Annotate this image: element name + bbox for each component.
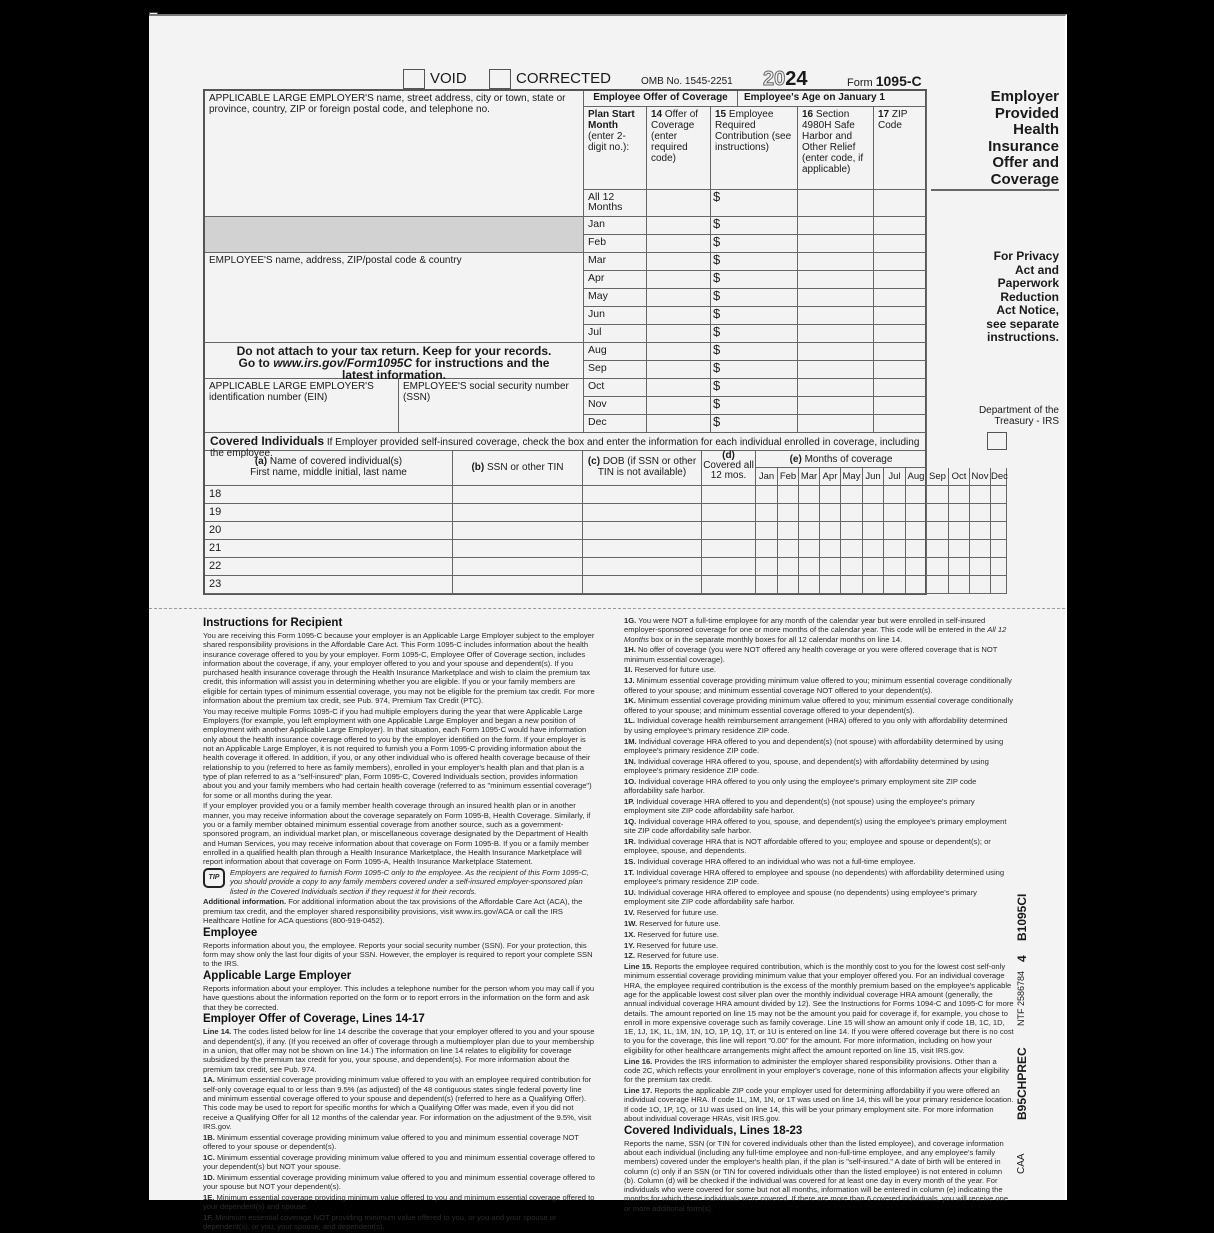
col15-field[interactable]	[711, 379, 798, 397]
coverage-month-header: Oct	[949, 468, 970, 486]
covered-all12-checkbox[interactable]	[702, 558, 756, 576]
self-insured-checkbox[interactable]	[987, 432, 1007, 450]
covered-ssn-field[interactable]	[453, 558, 583, 576]
col17-header: 17 ZIP Code	[874, 107, 927, 190]
col16-field[interactable]	[798, 379, 874, 397]
row-number: 19	[209, 506, 222, 518]
coverage-month-checkbox[interactable]	[799, 558, 820, 576]
text-line: Reduction	[1000, 289, 1059, 304]
coverage-month-checkbox[interactable]	[906, 558, 927, 576]
col15-field[interactable]	[711, 325, 798, 343]
code-entry: 1M. Individual coverage HRA offered to you and dependent(s) (not spouse) with affordability determined by using employee's primary residence ZIP code.	[624, 736, 1004, 755]
code-entry: 1T. Individual coverage HRA offered to employee and spouse (no dependents) with affordability determined using employee's primary residence ZIP code.	[624, 867, 1005, 887]
covered-ssn-field[interactable]	[453, 486, 583, 504]
code-entry: 1B. Minimum essential coverage providing minimum value offered to you and minimum essential coverage NOT offered to your spouse or dependent(s).	[203, 1132, 579, 1152]
col16-field[interactable]	[798, 415, 874, 433]
coverage-month-checkbox[interactable]	[863, 522, 884, 540]
text-line: Act Notice,	[996, 303, 1059, 317]
instr-p2: You may receive multiple Forms 1095-C if you had multiple employers during the year that were Applicable Large Employers (for example, you left employment with one Applicable Large Employer and began a new position of employment with another Applicable Large Employer). In that situation, each Form 1095-C would have information only about the health insurance coverage offered to you by the employer identified on the form. If your employer is not an Applicable Large Employer, it is not required to furnish you a Form 1095-C providing information about the health coverage it offered. In addition, if you, or any other individual who is offered health coverage because of their relationship to you (referred to here as family members), enrolled in your employer's health plan and that plan is a type of plan referred to as a "self-insured" plan, Form 1095-C, Covered Individuals section, provides information about you and your family members who had certain health coverage (referred to as "minimum essential coverage") for some or all months during the year.	[203, 706, 592, 800]
code-entry: 1K. Minimum essential coverage providing minimum value offered to you; minimum essential coverage conditionally offered to your spouse; and minimum essential coverage offered to your dependent(s).	[624, 696, 1014, 715]
coverage-month-checkbox[interactable]	[949, 486, 970, 504]
code-1g: 1G. You were NOT a full-time employee for any month of the calendar year but were enrolled in self-insured employer-sponsored coverage for one or more months of the calendar year. This code will be entered in the All 12 Months box or in the separate monthly boxes for all 12 calendar months on line 14.	[624, 616, 1007, 644]
coverage-month-header: Sep	[927, 468, 949, 486]
codes-left-list	[203, 1075, 596, 1231]
col16-field[interactable]	[798, 307, 874, 325]
coverage-month-checkbox[interactable]	[991, 558, 1007, 576]
col16-field[interactable]	[798, 289, 874, 307]
coverage-month-checkbox[interactable]	[778, 540, 799, 558]
covered-ssn-field[interactable]	[453, 576, 583, 594]
side-code-4: 4	[1015, 955, 1029, 962]
covered-dob-field[interactable]	[583, 486, 702, 504]
codes-right-list	[624, 645, 1014, 960]
coverage-month-checkbox[interactable]	[778, 522, 799, 540]
coverage-month-header: Nov	[970, 468, 991, 486]
coverage-month-header: Mar	[799, 468, 820, 486]
dollar-sign: $	[713, 342, 721, 357]
covered-name-field[interactable]	[205, 504, 453, 522]
coverage-month-checkbox[interactable]	[906, 522, 927, 540]
col14-field[interactable]	[647, 397, 711, 415]
dollar-sign: $	[713, 396, 721, 411]
covered-dob-field[interactable]	[583, 576, 702, 594]
employer-name-field[interactable]: APPLICABLE LARGE EMPLOYER'S name, street address, city or town, state or province, country, ZIP or foreign postal code, and telephone no.	[205, 91, 584, 217]
dollar-sign: $	[713, 306, 721, 321]
month-label: Jan	[584, 217, 647, 235]
line15-text: Line 15. Reports the employee required contribution, which is the monthly cost to you for the lowest cost self-only minimum essential coverage providing minimum value that your employer offered you. For an individual coverage HRA, the employee required contribution is the excess of the monthly premium based on the employee's applicable age for the applicable lowest cost silver plan over the monthly individual coverage HRA amount (generally, the annual individual coverage HRA amount divided by 12). See the Instructions for Forms 1094-C and 1095-C for more details. The amount reported on line 15 may not be the amount you paid for coverage if, for example, you chose to enroll in more expensive coverage such as family coverage. Line 15 will show an amount only if code 1B, 1C, 1D, 1E, 1J, 1K, 1L, 1M, 1N, 1O, 1P, 1Q, 1T, or 1U is entered on line 14. If you were offered coverage but there is no cost to you for the coverage, this line will report "0.00" for the amount. For more information, including on how your eligibility for other healthcare arrangements might affect the amount reported on line 15, visit IRS.gov.	[624, 962, 1014, 1055]
code-entry: 1F. Minimum essential coverage NOT providing minimum value offered to you, or you and your spouse or dependent(s), or you, your spouse, and dependent(s).	[203, 1213, 557, 1232]
coverage-month-checkbox[interactable]	[970, 558, 991, 576]
dollar-sign: $	[713, 414, 721, 429]
code-entry: 1Z. Reserved for future use.	[624, 951, 719, 961]
coverage-month-checkbox[interactable]	[863, 576, 884, 594]
offer-section-heading: Employer Offer of Coverage, Lines 14-17	[203, 1013, 425, 1026]
tax-year: 2024	[763, 68, 808, 90]
coverage-month-checkbox[interactable]	[949, 504, 970, 522]
col14-field[interactable]	[647, 190, 711, 217]
row-number: 23	[209, 578, 222, 590]
covered-ssn-field[interactable]	[453, 504, 583, 522]
shaded-area	[205, 217, 584, 253]
ssn-field[interactable]: EMPLOYEE'S social security number (SSN)	[399, 379, 584, 433]
text-line: Health	[1013, 121, 1059, 138]
coverage-month-checkbox[interactable]	[799, 486, 820, 504]
coverage-month-header: Jun	[863, 468, 884, 486]
notice-text: Do not attach to your tax return. Keep for your records. Go to www.irs.gov/Form1095C for instructions and the latest information.	[205, 343, 584, 379]
col14-field[interactable]	[647, 253, 711, 271]
col16-field[interactable]	[798, 217, 874, 235]
coverage-month-checkbox[interactable]	[756, 522, 778, 540]
text-line: Offer and	[992, 154, 1059, 171]
coverage-month-checkbox[interactable]	[841, 576, 863, 594]
code-entry: 1U. Individual coverage HRA offered to employee and spouse (no dependents) using employee's primary employment site ZIP code affordability safe harbor.	[624, 888, 977, 907]
code-entry: 1P. Individual coverage HRA offered to you and dependent(s) (not spouse) using the employee's primary employment site ZIP code affordability safe harbor.	[624, 796, 975, 816]
col16-field[interactable]	[798, 343, 874, 361]
code-entry: 1L. Individual coverage health reimbursement arrangement (HRA) offered to you only with affordability determined by using employee's primary residence ZIP code.	[624, 716, 1008, 735]
month-label: Jun	[584, 307, 647, 325]
coverage-month-checkbox[interactable]	[927, 504, 949, 522]
covered-individuals-header: Covered Individuals If Employer provided self-insured coverage, check the box and enter the information for each individual enrolled in coverage, including the employee.	[205, 433, 927, 451]
col-d-header: (d) Covered all 12 mos.	[702, 451, 756, 486]
covered-name-field[interactable]	[205, 522, 453, 540]
month-label: All 12 Months	[584, 190, 647, 217]
row-number: 18	[209, 488, 222, 500]
ci-section-text: Reports the name, SSN (or TIN for covered individuals other than the listed employee), and coverage information about each individual (including any full-time employee and non-full-time employee, and any employee's family members) covered under the employer's health plan, if the plan is "self-insured." A date of birth will be entered in column (c) only if an SSN (or TIN for covered individuals other than the listed employee) is not entered in column (b). Column (d) will be checked if the individual was covered for at least one day in every month of the year. For individuals who were covered for some but not all months, information will be entered in column (e) indicating the months for which these individuals were covered. If there are more than 6 covered individuals, you will receive one or more additional form(s).	[624, 1138, 1009, 1213]
month-label: Oct	[584, 379, 647, 397]
plan-start-month-field[interactable]: Plan Start Month (enter 2-digit no.):	[584, 107, 647, 190]
col14-field[interactable]	[647, 217, 711, 235]
text-line: Provided	[994, 104, 1059, 122]
coverage-month-checkbox[interactable]	[841, 522, 863, 540]
coverage-month-checkbox[interactable]	[863, 540, 884, 558]
covered-dob-field[interactable]	[583, 540, 702, 558]
coverage-month-checkbox[interactable]	[778, 576, 799, 594]
code-entry: 1Y. Reserved for future use.	[624, 940, 719, 950]
code-entry: 1X. Reserved for future use.	[624, 929, 719, 939]
code-entry: 1W. Reserved for future use.	[624, 918, 721, 928]
col15-header: 15 Employee Required Contribution (see instructions)	[711, 107, 798, 190]
col17-field[interactable]	[874, 253, 927, 271]
col17-field[interactable]	[874, 325, 927, 343]
coverage-month-checkbox[interactable]	[820, 540, 841, 558]
tip-note: TIP Employers are required to furnish Form 1095-C only to the employee. As the recipient of this Form 1095-C, you should provide a copy to any family members covered under a self-insured employer-sponsored plan listed in the Covered Individuals section if they request it for their records.	[203, 868, 596, 896]
coverage-month-checkbox[interactable]	[841, 504, 863, 522]
coverage-month-checkbox[interactable]	[949, 576, 970, 594]
text-line: Act and	[1014, 262, 1059, 277]
col14-field[interactable]	[647, 343, 711, 361]
code-entry: 1V. Reserved for future use.	[624, 908, 719, 918]
col-c-header: (c) DOB (if SSN or other TIN is not available)	[583, 451, 702, 486]
coverage-month-checkbox[interactable]	[778, 486, 799, 504]
coverage-month-checkbox[interactable]	[799, 576, 820, 594]
corrected-label: CORRECTED	[516, 70, 612, 87]
covered-dob-field[interactable]	[583, 504, 702, 522]
code-entry: 1R. Individual coverage HRA that is NOT affordable offered to you; employee and spouse or dependent(s); or employee, spouse, and dependents.	[624, 837, 991, 856]
ale-section-text: Reports information about your employer. This includes a telephone number for the person whom you may call if you have questions about the information reported on the form or to report errors in the information on the form and ask that they be corrected.	[203, 984, 595, 1012]
dollar-sign: $	[713, 270, 721, 285]
covered-name-field[interactable]	[205, 540, 453, 558]
col15-field[interactable]	[711, 217, 798, 235]
coverage-month-checkbox[interactable]	[841, 558, 863, 576]
code-entry: 1I. Reserved for future use.	[624, 665, 717, 675]
coverage-month-checkbox[interactable]	[991, 540, 1007, 558]
dollar-sign: $	[713, 234, 721, 249]
text-line: Department of the	[978, 405, 1059, 416]
month-label: Feb	[584, 235, 647, 253]
ale-section-title: Applicable Large Employer	[203, 970, 352, 983]
dollar-sign: $	[713, 324, 721, 339]
month-label: Aug	[584, 343, 647, 361]
coverage-month-checkbox[interactable]	[799, 522, 820, 540]
code-entry: 1Q. Individual coverage HRA offered to you, spouse, and dependent(s) using the employee's primary employment site ZIP code affordability safe harbor.	[624, 816, 1007, 836]
side-code-caa: CAA	[1016, 1153, 1027, 1174]
col14-field[interactable]	[647, 325, 711, 343]
row-number: 21	[209, 542, 222, 554]
coverage-month-checkbox[interactable]	[799, 540, 820, 558]
coverage-month-checkbox[interactable]	[949, 558, 970, 576]
coverage-month-checkbox[interactable]	[906, 576, 927, 594]
coverage-month-checkbox[interactable]	[884, 504, 906, 522]
col17-field[interactable]	[874, 190, 927, 217]
coverage-month-checkbox[interactable]	[970, 504, 991, 522]
text-line: Employer	[990, 88, 1059, 105]
coverage-month-checkbox[interactable]	[927, 576, 949, 594]
coverage-month-checkbox[interactable]	[927, 558, 949, 576]
instructions-left-column	[203, 616, 596, 1233]
col17-field[interactable]	[874, 217, 927, 235]
col-e-header: (e) Months of coverage	[756, 451, 927, 468]
coverage-month-checkbox[interactable]	[927, 522, 949, 540]
col15-field[interactable]	[711, 235, 798, 253]
col14-field[interactable]	[647, 271, 711, 289]
text-line: Paperwork	[997, 276, 1059, 290]
instructions-title: Instructions for Recipient	[203, 617, 343, 629]
omb-number: OMB No. 1545-2251	[641, 76, 733, 87]
line14-text: Line 14. The codes listed below for line 14 describe the coverage that your employer offered to you and your spouse and dependent(s), if any. (If you received an offer of coverage through a multiemployer plan due to your membership in a union, that offer may not be shown on line 14.) The information on line 14 relates to eligibility for coverage subsidized by the premium tax credit for you, your spouse, and dependent(s). For more information about the premium tax credit, see Pub. 974.	[203, 1027, 595, 1074]
coverage-month-header: Jan	[756, 468, 778, 486]
month-label: Apr	[584, 271, 647, 289]
covered-ssn-field[interactable]	[453, 522, 583, 540]
coverage-month-header: Jul	[884, 468, 906, 486]
col-a-header: (a) Name of covered individual(s) First name, middle initial, last name	[205, 451, 453, 486]
covered-all12-checkbox[interactable]	[702, 540, 756, 558]
coverage-month-checkbox[interactable]	[756, 558, 778, 576]
void-label: VOID	[430, 70, 467, 87]
dollar-sign: $	[713, 360, 721, 375]
covered-all12-checkbox[interactable]	[702, 504, 756, 522]
coverage-month-checkbox[interactable]	[970, 522, 991, 540]
tip-icon: TIP	[203, 868, 225, 888]
line17-text: Line 17. Reports the applicable ZIP code your employer used for determining affordability if you were offered an individual coverage HRA. If code 1L, 1M, 1N, or 1T was used on line 14, this will be your primary residence location. If code 1O, 1P, 1Q, or 1U was used on line 14, this will be your primary employment site. For more information about individual coverage HRAs, visit IRS.gov.	[624, 1085, 1014, 1123]
col17-field[interactable]	[874, 289, 927, 307]
col15-field[interactable]	[711, 190, 798, 217]
coverage-month-checkbox[interactable]	[991, 486, 1007, 504]
coverage-month-checkbox[interactable]	[927, 486, 949, 504]
col17-field[interactable]	[874, 307, 927, 325]
coverage-month-checkbox[interactable]	[884, 540, 906, 558]
instr-p3: If your employer provided you or a family member health coverage through an insured health plan or in another manner, you may receive information about the coverage separately on Form 1095-B, Health Coverage. Similarly, if you or a family member obtained minimum essential coverage from another source, such as a government-sponsored program, an individual market plan, or miscellaneous coverage designated by the Department of Health and Human Services, you may receive information about that coverage on Form 1095-B. If you or a family member enrolled in a qualified health plan through a Health Insurance Marketplace, the Health Insurance Marketplace will report information about that coverage on Form 1095-A, Health Insurance Marketplace Statement.	[203, 801, 591, 867]
corrected-checkbox[interactable]	[489, 69, 511, 89]
coverage-month-checkbox[interactable]	[970, 486, 991, 504]
side-code-b95chprec: B95CHPREC	[1015, 1047, 1029, 1120]
irs-url-link[interactable]: www.irs.gov/Form1095C	[273, 356, 413, 370]
coverage-month-checkbox[interactable]	[906, 504, 927, 522]
col15-field[interactable]	[711, 361, 798, 379]
employee-section-text: Reports information about you, the employee. Reports your social security number (SSN). For your protection, this form may show only the last four digits of your SSN. However, the employer is required to report your complete SSN to the IRS.	[203, 940, 593, 969]
col15-field[interactable]	[711, 253, 798, 271]
coverage-month-checkbox[interactable]	[820, 486, 841, 504]
coverage-month-checkbox[interactable]	[820, 522, 841, 540]
col16-field[interactable]	[798, 271, 874, 289]
instructions-right-column	[624, 616, 1014, 1215]
covered-all12-checkbox[interactable]	[702, 486, 756, 504]
col15-field[interactable]	[711, 289, 798, 307]
privacy-notice	[931, 250, 1059, 345]
coverage-month-header: Dec	[991, 468, 1007, 486]
dollar-sign: $	[713, 378, 721, 393]
coverage-month-checkbox[interactable]	[906, 486, 927, 504]
text-line: instructions.	[986, 330, 1059, 344]
col16-field[interactable]	[798, 361, 874, 379]
ein-field[interactable]: APPLICABLE LARGE EMPLOYER'S identification number (EIN)	[205, 379, 399, 433]
row-number: 20	[209, 524, 222, 536]
text-line: Treasury - IRS	[994, 416, 1059, 427]
coverage-month-header: Aug	[906, 468, 927, 486]
coverage-month-checkbox[interactable]	[863, 504, 884, 522]
covered-name-field[interactable]	[205, 558, 453, 576]
col14-field[interactable]	[647, 307, 711, 325]
side-code-b1095ci: B1095CI	[1015, 893, 1029, 941]
code-entry: 1E. Minimum essential coverage providing minimum value offered to you and minimum essential coverage offered to your dependent(s) and spouse.	[203, 1193, 595, 1212]
text-line: Coverage	[990, 170, 1059, 188]
coverage-month-checkbox[interactable]	[884, 576, 906, 594]
month-label: Sep	[584, 361, 647, 379]
coverage-month-checkbox[interactable]	[991, 522, 1007, 540]
covered-all12-checkbox[interactable]	[702, 522, 756, 540]
col15-field[interactable]	[711, 397, 798, 415]
coverage-month-checkbox[interactable]	[970, 540, 991, 558]
coverage-month-checkbox[interactable]	[778, 504, 799, 522]
col16-field[interactable]	[798, 235, 874, 253]
coverage-month-checkbox[interactable]	[970, 576, 991, 594]
employee-section-title: Employee	[203, 926, 258, 939]
form-title	[931, 89, 1059, 191]
instr-p1: You are receiving this Form 1095-C because your employer is an Applicable Large Employer subject to the employer shared responsibility provisions in the Affordable Care Act. This Form 1095-C includes information about the health insurance coverage offered to you by your employer. Form 1095-C, Employee Offer of Coverage section, includes information about the coverage, if any, your employer offered to you and your spouse and dependent(s). If you purchased health insurance coverage through the Health Insurance Marketplace and wish to claim the premium tax credit, this information will assist you in determining whether you are eligible. If you or your family members are eligible for certain types of minimum essential coverage, you may not be eligible for the premium tax credit. For more information about the premium tax credit, see Pub. 974, Premium Tax Credit (PTC).	[203, 631, 595, 706]
coverage-month-header: Apr	[820, 468, 841, 486]
col17-field[interactable]	[874, 379, 927, 397]
coverage-month-checkbox[interactable]	[756, 576, 778, 594]
code-entry: 1O. Individual coverage HRA offered to you only using the employee's primary employment site ZIP code affordability safe harbor.	[624, 776, 977, 796]
form-1095c-page	[149, 14, 1067, 1232]
coverage-month-checkbox[interactable]	[949, 540, 970, 558]
void-checkbox[interactable]	[403, 69, 425, 89]
text-line: see separate	[986, 316, 1059, 331]
month-label: Nov	[584, 397, 647, 415]
coverage-month-checkbox[interactable]	[884, 486, 906, 504]
month-label: Jul	[584, 325, 647, 343]
col14-field[interactable]	[647, 235, 711, 253]
ci-section-title: Covered Individuals, Lines 18-23	[624, 1124, 803, 1137]
code-entry: 1N. Individual coverage HRA offered to you, spouse, and dependent(s) with affordability determined by using employee's primary residence ZIP code.	[624, 756, 989, 775]
coverage-month-checkbox[interactable]	[949, 522, 970, 540]
month-label: Mar	[584, 253, 647, 271]
coverage-month-checkbox[interactable]	[863, 486, 884, 504]
col14-field[interactable]	[647, 361, 711, 379]
coverage-month-checkbox[interactable]	[756, 540, 778, 558]
coverage-month-checkbox[interactable]	[927, 540, 949, 558]
col16-field[interactable]	[798, 253, 874, 271]
coverage-month-checkbox[interactable]	[820, 504, 841, 522]
covered-name-field[interactable]	[205, 486, 453, 504]
code-entry: 1J. Minimum essential coverage providing minimum value offered to you; minimum essential coverage conditionally offered to your spouse; and minimum essential coverage NOT offered to your dependent(s).	[624, 676, 1012, 695]
perforation-line	[149, 608, 1065, 609]
coverage-month-checkbox[interactable]	[841, 486, 863, 504]
coverage-month-checkbox[interactable]	[756, 486, 778, 504]
offer-section-title: Employee Offer of Coverage	[584, 91, 738, 107]
covered-dob-field[interactable]	[583, 558, 702, 576]
col14-header: 14 Offer of Coverage (enter required code)	[647, 107, 711, 190]
text-line: For Privacy	[993, 249, 1059, 263]
code-entry: 1A. Minimum essential coverage providing minimum value offered to you with an employee required contribution for self-only coverage equal to or less than 9.5% (as adjusted) of the 48 contiguous states single federal poverty line and minimum essential coverage offered to your spouse and dependent(s) (referred to here as a Qualifying Offer). This code may be used to report for specific months for which a Qualifying Offer was made, even if you did not receive a Qualifying Offer for all 12 months of the calendar year. For information on the adjustment of the 9.5%, visit IRS.gov.	[203, 1075, 592, 1131]
col17-field[interactable]	[874, 235, 927, 253]
coverage-month-checkbox[interactable]	[991, 504, 1007, 522]
code-entry: 1H. No offer of coverage (you were NOT offered any health coverage or you were offered coverage that is NOT minimum essential coverage).	[624, 645, 998, 664]
coverage-month-checkbox[interactable]	[820, 558, 841, 576]
side-code-ntf: NTF 2586784	[1016, 970, 1026, 1026]
main-form-grid	[203, 89, 1008, 595]
dollar-sign: $	[713, 288, 721, 303]
col14-field[interactable]	[647, 415, 711, 433]
col17-field[interactable]	[874, 361, 927, 379]
line16-text: Line 16. Provides the IRS information to administer the employer shared responsibility provisions. Other than a code 2C, which reflects your enrollment in your employer's coverage, none of this information affects your eligibility for the premium tax credit.	[624, 1056, 1009, 1085]
covered-ssn-field[interactable]	[453, 540, 583, 558]
coverage-month-checkbox[interactable]	[799, 504, 820, 522]
coverage-month-checkbox[interactable]	[841, 540, 863, 558]
col14-field[interactable]	[647, 379, 711, 397]
col17-field[interactable]	[874, 343, 927, 361]
month-label: May	[584, 289, 647, 307]
col-b-header: (b) SSN or other TIN	[453, 451, 583, 486]
dollar-sign: $	[713, 216, 721, 231]
coverage-month-checkbox[interactable]	[778, 558, 799, 576]
form-number: Form 1095-C	[847, 73, 922, 89]
coverage-month-header: Feb	[778, 468, 799, 486]
coverage-month-header: May	[841, 468, 863, 486]
col16-field[interactable]	[798, 325, 874, 343]
col15-field[interactable]	[711, 271, 798, 289]
coverage-month-checkbox[interactable]	[756, 504, 778, 522]
col15-field[interactable]	[711, 343, 798, 361]
col17-field[interactable]	[874, 271, 927, 289]
col14-field[interactable]	[647, 289, 711, 307]
coverage-month-checkbox[interactable]	[906, 540, 927, 558]
col15-field[interactable]	[711, 415, 798, 433]
col15-field[interactable]	[711, 307, 798, 325]
covered-dob-field[interactable]	[583, 522, 702, 540]
covered-name-field[interactable]	[205, 576, 453, 594]
coverage-month-checkbox[interactable]	[991, 576, 1007, 594]
department-label	[919, 405, 1059, 427]
covered-all12-checkbox[interactable]	[702, 576, 756, 594]
coverage-month-checkbox[interactable]	[884, 558, 906, 576]
dollar-sign: $	[713, 252, 721, 267]
text-line: Insurance	[988, 137, 1059, 155]
age-field[interactable]: Employee's Age on January 1	[738, 91, 927, 107]
col16-header: 16 Section 4980H Safe Harbor and Other Relief (enter code, if applicable)	[798, 107, 874, 190]
coverage-month-checkbox[interactable]	[820, 576, 841, 594]
col16-field[interactable]	[798, 397, 874, 415]
code-entry: 1S. Individual coverage HRA offered to an individual who was not a full-time employee.	[624, 857, 916, 867]
month-label: Dec	[584, 415, 647, 433]
employee-name-field[interactable]: EMPLOYEE'S name, address, ZIP/postal code & country	[205, 253, 584, 343]
additional-information: Additional information. For additional information about the tax provisions of the Affordable Care Act (ACA), the premium tax credit, and the employer shared responsibility provisions, visit www.irs.gov/ACA or call the IRS Healthcare Hotline for ACA questions (800-919-0452).	[203, 897, 583, 925]
coverage-month-checkbox[interactable]	[863, 558, 884, 576]
coverage-month-checkbox[interactable]	[884, 522, 906, 540]
dollar-sign: $	[713, 189, 721, 204]
row-number: 22	[209, 560, 222, 572]
code-entry: 1C. Minimum essential coverage providing minimum value offered to you and minimum essential coverage offered to your dependent(s) but NOT your spouse.	[203, 1152, 595, 1172]
col16-field[interactable]	[798, 190, 874, 217]
code-entry: 1D. Minimum essential coverage providing minimum value offered to you and minimum essential coverage offered to your spouse but NOT your dependent(s).	[203, 1172, 595, 1192]
